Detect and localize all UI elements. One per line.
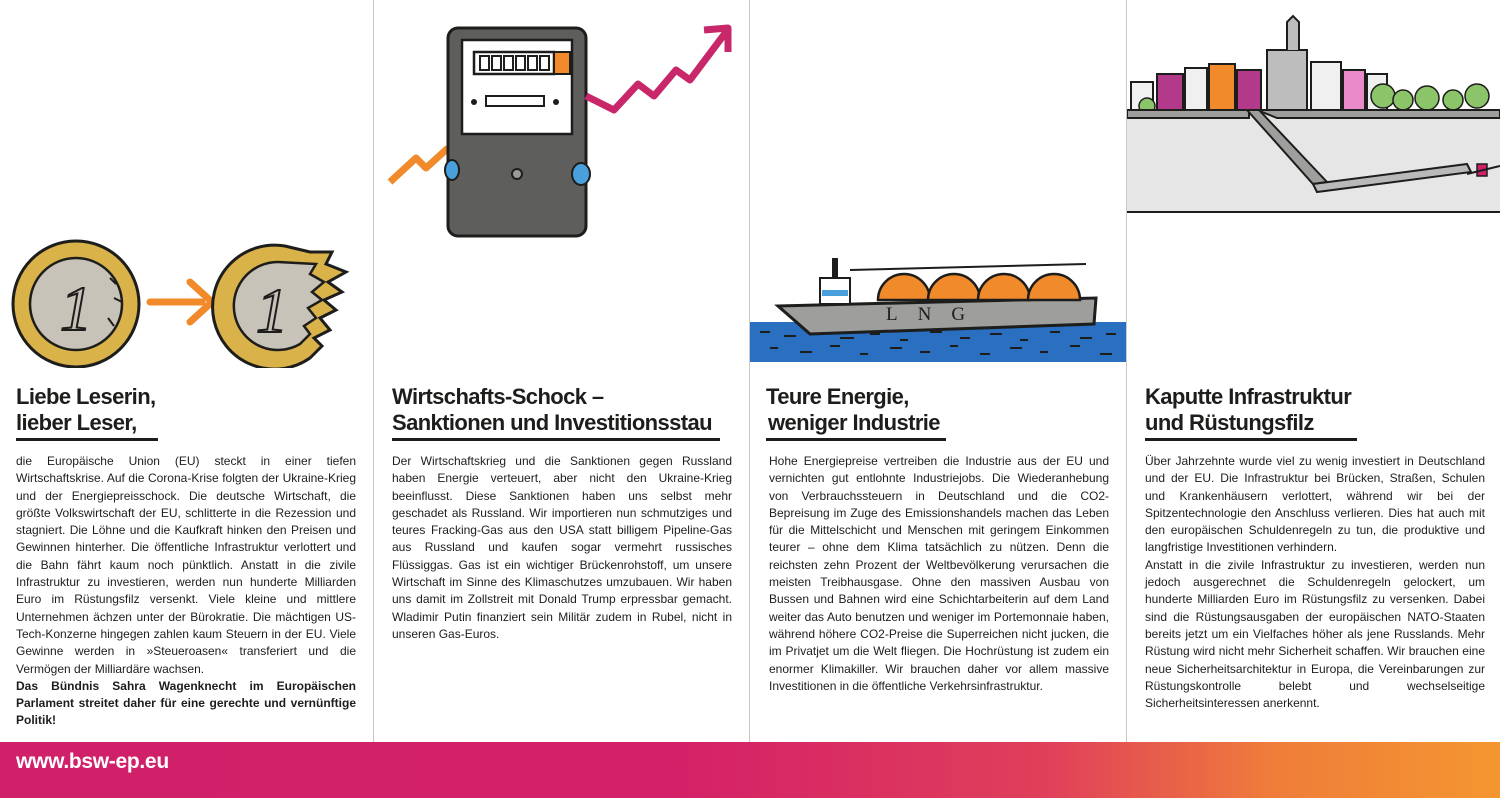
column-energy bbox=[750, 0, 1126, 742]
column-body bbox=[1145, 453, 1485, 712]
column-heading: Teure Energie, weniger Industrie bbox=[766, 384, 940, 435]
column-body bbox=[392, 453, 732, 643]
heading-underline bbox=[16, 438, 158, 441]
whole-euro-coin-icon bbox=[13, 241, 139, 367]
column-heading: Wirtschafts-Schock – Sanktionen und Investitionsstau bbox=[392, 384, 712, 435]
lng-tanker-ship-illustration bbox=[750, 250, 1126, 362]
website-link[interactable]: www.bsw-ep.eu bbox=[16, 750, 169, 773]
heading-underline bbox=[766, 438, 946, 441]
column-intro bbox=[0, 0, 373, 742]
euro-coin-shrinking-illustration bbox=[10, 238, 360, 368]
column-heading: Kaputte Infrastruktur und Rüstungsfilz bbox=[1145, 384, 1352, 435]
footer-bar bbox=[0, 742, 1500, 798]
column-body bbox=[16, 453, 356, 730]
collapsed-bridge-cityscape-illustration bbox=[1127, 14, 1500, 214]
column-body bbox=[769, 453, 1109, 695]
lng-tanks bbox=[878, 274, 1080, 300]
heading-underline bbox=[1145, 438, 1357, 441]
paragraph: Der Wirtschaftskrieg und die Sanktionen gegen Russland haben Energie verteuert, aber nicht den Ukraine-Krieg beeinflusst. Diese Sanktionen haben uns selbst mehr geschadet als Russland. Wir importieren nun schmutziges und teures Fracking-Gas aus den USA statt billigem Pipeline-Gas aus Russland und kaufen sogar vermehrt russisches Flüssiggas. Gas ist ein wichtiger Brückenrohstoff, um unsere Wirtschaft im Sinne des Klimaschutzes umzubauen. Wir haben uns damit im Zollstreit mit Donald Trump erpressbar gemacht. Wladimir Putin finanziert sein Militär zudem in Rubel, nicht in unseren Gas-Euros. bbox=[392, 454, 732, 641]
electricity-meter-icon bbox=[445, 28, 590, 236]
heading-underline bbox=[392, 438, 720, 441]
closing-statement: Das Bündnis Sahra Wagenknecht im Europäischen Parlament streitet daher für eine gerechte und vernünftige Politik! bbox=[16, 678, 356, 728]
magenta-trend-arrow bbox=[586, 32, 726, 110]
bridge-deck bbox=[1127, 110, 1249, 118]
paragraph: Über Jahrzehnte wurde viel zu wenig investiert in Deutschland und der EU. Die Infrastruktur bei Brücken, Straßen, Schulen und Krankenhäusern verlottert, während wir bei der Spitzentechnologie den Anschluss verlieren. Dies hat auch mit den europäischen Schuldenregeln zu tun, die produktive und langfristige Investitionen verhindern. bbox=[1145, 454, 1485, 555]
electricity-meter-rising-arrow-illustration bbox=[386, 18, 736, 243]
ship-label: LNG bbox=[886, 304, 986, 325]
paragraph: die Europäische Union (EU) steckt in einer tiefen Wirtschaftskrise. Auf die Corona-Krise folgten der Ukraine-Krieg und der Energiepreisschock. Die deutsche Wirtschaft, die größte Volkswirtschaft der EU, schlitterte in die Rezession und stagniert. Die Löhne und die Kaufkraft hinken den Preisen und Gewinnen hinterher. Die öffentliche Infrastruktur verlottert und die Bahn fährt kaum noch pünktlich. Anstatt in die zivile Infrastruktur zu investieren, werden nun hunderte Milliarden Euro im Rüstungsfilz versenkt. Viele kleine und mittlere Unternehmen ächzen unter der Bürokratie. Die mächtigen US-Tech-Konzerne hingegen zahlen kaum Steuern in der EU. Viele Gewinne werden in »Steueroasen« transferiert und die Vermögen der Milliardäre wachsen. bbox=[16, 454, 356, 676]
coin-digit: 1 bbox=[60, 273, 92, 344]
coin-digit: 1 bbox=[256, 275, 288, 346]
column-heading: Liebe Leserin, lieber Leser, bbox=[16, 384, 156, 435]
column-infrastructure bbox=[1127, 0, 1500, 742]
bitten-euro-coin-icon bbox=[213, 245, 346, 368]
paragraph: Hohe Energiepreise vertreiben die Industrie aus der EU und vernichten gut entlohnte Industriejobs. Die Wiederanhebung von Verbrauchssteuern in Deutschland und die CO2-Bepreisung im Zuge des Emissionshandels machen das Leben für die Mittelschicht und Menschen mit geringem Einkommen teurer – ohne dem Klima tatsächlich zu nützen. Denn die reichsten zehn Prozent der Weltbevölkerung verursachen die meisten Treibhausgase. Ohne den massiven Ausbau von Bussen und Bahnen wird eine Schichtarbeiterin auf dem Land weiter das Auto benutzen und weniger im Portemonnaie haben, während höhere CO2-Preise die Superreichen nicht jucken, die im Privatjet um die Welt fliegen. Die Hochrüstung ist zudem ein enormer Klimakiller. Wir brauchen daher vor allem massive Investitionen in die öffentliche Verkehrsinfrastruktur. bbox=[769, 454, 1109, 693]
paragraph: Anstatt in die zivile Infrastruktur zu investieren, werden nun jedoch ausgerechnet die Schuldenregeln gelockert, um hunderte Milliarden Euro im Rüstungsfilz zu versenken. Dabei sind die Rüstungsausgaben der europäischen NATO-Staaten bereits jetzt um ein Vielfaches höher als jene Russlands. Mehr Rüstung wird nicht mehr Sicherheit schaffen. Wir brauchen eine neue Sicherheitsarchitektur in Europa, die Vereinbarungen zur Rüstungskontrolle belebt und wechselseitige Sicherheitsinteressen anerkennt. bbox=[1145, 557, 1485, 711]
orange-trend-line bbox=[390, 148, 448, 182]
column-economic-shock bbox=[374, 0, 749, 742]
arrow-right-icon bbox=[150, 282, 212, 322]
